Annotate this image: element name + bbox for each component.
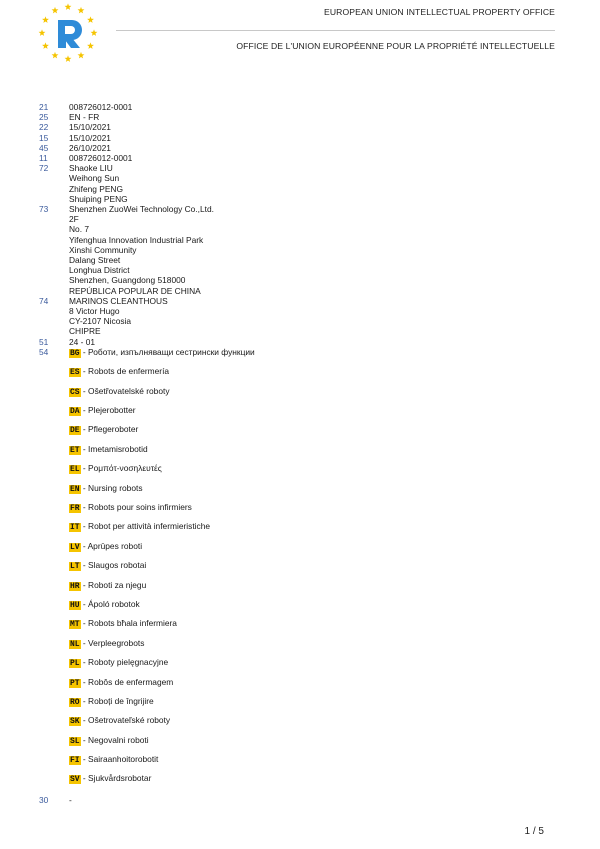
language-code-badge: MT [70, 620, 80, 630]
product-text: - Roboți de îngrijire [80, 695, 154, 706]
field-line: Xinshi Community [69, 244, 137, 255]
field-code: 74 [39, 295, 49, 306]
field-value [69, 163, 559, 204]
field-code: 54 [39, 346, 49, 357]
field-line: Shaoke LIU [69, 163, 113, 174]
field-line: EN - FR [69, 112, 100, 123]
field-code: 51 [39, 336, 49, 347]
product-text: - Pflegeroboter [80, 424, 139, 435]
field-line: 8 Victor Hugo [69, 306, 120, 317]
star-icon [42, 42, 49, 49]
product-text: - Sairaanhoitorobotit [80, 754, 159, 765]
star-icon [52, 52, 59, 59]
field-value [69, 112, 559, 122]
field-value: - [69, 794, 72, 805]
field-22 [39, 122, 559, 132]
product-item [69, 386, 559, 405]
header-divider [116, 30, 555, 31]
product-item [69, 366, 559, 385]
product-item [69, 405, 559, 424]
product-item [69, 424, 559, 443]
product-item [69, 560, 559, 579]
field-line: Yifenghua Innovation Industrial Park [69, 234, 204, 245]
product-indication-list [69, 347, 559, 793]
product-text: - Negovalni roboti [80, 734, 149, 745]
field-line: Shenzhen, Guangdong 518000 [69, 275, 186, 286]
language-code-badge: DE [70, 426, 80, 436]
office-name-fr: OFFICE DE L'UNION EUROPÉENNE POUR LA PROPRIÉTÉ INTELLECTUELLE [236, 41, 555, 51]
field-line: 15/10/2021 [69, 122, 111, 133]
field-code: 73 [39, 204, 49, 215]
language-code-badge: PT [70, 678, 80, 688]
field-line: Zhifeng PENG [69, 183, 123, 194]
product-item [69, 715, 559, 734]
field-code: 22 [39, 122, 49, 133]
language-code-badge: HU [70, 600, 80, 610]
field-54 [39, 347, 559, 793]
field-74 [39, 296, 559, 337]
field-code: 72 [39, 163, 49, 174]
product-text: - Nursing robots [80, 482, 143, 493]
field-11 [39, 153, 559, 163]
language-code-badge: LV [70, 542, 80, 552]
field-value [69, 122, 559, 132]
product-item [69, 618, 559, 637]
field-code: 21 [39, 102, 49, 112]
product-text: - Роботи, изпълняващи сестрински функции [80, 346, 255, 357]
product-text: - Ápoló robotok [80, 598, 140, 609]
field-73 [39, 204, 559, 296]
product-text: - Ošetrovateľské roboty [80, 715, 171, 726]
product-text: - Robots de enfermería [80, 366, 170, 377]
star-icon [91, 29, 98, 36]
product-item [69, 444, 559, 463]
field-value [69, 143, 559, 153]
field-line: REPÚBLICA POPULAR DE CHINA [69, 285, 201, 296]
star-icon [65, 55, 72, 62]
product-text: - Aprūpes roboti [80, 540, 143, 551]
design-fields [39, 102, 559, 805]
field-line: Weihong Sun [69, 173, 120, 184]
field-72 [39, 163, 559, 204]
field-30 [39, 795, 559, 805]
field-line: 24 - 01 [69, 336, 96, 347]
product-text: - Imetamisrobotid [80, 443, 148, 454]
field-15 [39, 133, 559, 143]
language-code-badge: RO [70, 697, 80, 707]
language-code-badge: ET [70, 445, 80, 455]
language-code-badge: SK [70, 717, 80, 727]
product-text: - Robôs de enfermagem [80, 676, 174, 687]
field-45 [39, 143, 559, 153]
language-code-badge: BG [70, 348, 80, 358]
product-item [69, 541, 559, 560]
language-code-badge: EN [70, 484, 80, 494]
language-code-badge: LT [70, 562, 80, 572]
language-code-badge: SL [70, 736, 80, 746]
field-code: 25 [39, 112, 49, 123]
star-icon [65, 3, 72, 10]
page-number: 1 / 5 [524, 826, 544, 837]
product-item [69, 521, 559, 540]
language-code-badge: DA [70, 407, 80, 417]
language-code-badge: HR [70, 581, 80, 591]
product-text: - Ρομπότ-νοσηλευτές [80, 463, 162, 474]
language-code-badge: EL [70, 465, 80, 475]
star-icon [78, 52, 85, 59]
field-line: MARINOS CLEANTHOUS [69, 295, 168, 306]
field-line: Shuiping PENG [69, 193, 128, 204]
product-text: - Robot per attività infermieristiche [80, 521, 211, 532]
field-line: CHIPRE [69, 326, 101, 337]
office-name-en: EUROPEAN UNION INTELLECTUAL PROPERTY OFFICE [324, 7, 555, 17]
field-21 [39, 102, 559, 112]
language-code-badge: FR [70, 504, 80, 513]
product-item [69, 599, 559, 618]
field-line: 008726012-0001 [69, 102, 133, 112]
field-line: 26/10/2021 [69, 142, 111, 153]
product-item [69, 483, 559, 502]
field-value [69, 153, 559, 163]
product-item [69, 735, 559, 754]
star-icon [78, 7, 85, 14]
field-25 [39, 112, 559, 122]
product-item [69, 696, 559, 715]
product-text: - Plejerobotter [80, 405, 136, 416]
field-line: Longhua District [69, 265, 130, 276]
product-text: - Slaugos robotai [80, 560, 147, 571]
field-code: 30 [39, 794, 49, 805]
product-item [69, 773, 559, 792]
field-51 [39, 337, 559, 347]
star-icon [39, 29, 46, 36]
product-text: - Roboty pielęgnacyjne [80, 657, 169, 668]
product-item [69, 347, 559, 366]
field-line: Dalang Street [69, 255, 121, 266]
field-value [69, 296, 559, 337]
product-text: - Sjukvårdsrobotar [80, 773, 152, 784]
product-text: - Verpleegrobots [80, 637, 145, 648]
product-item [69, 463, 559, 482]
language-code-badge: FI [70, 756, 80, 766]
product-text: - Roboti za njegu [80, 579, 147, 590]
euipo-logo-icon [36, 2, 100, 64]
field-code: 11 [39, 153, 48, 164]
language-code-badge: NL [70, 639, 80, 649]
language-code-badge: ES [70, 368, 80, 378]
product-item [69, 502, 559, 521]
product-item [69, 677, 559, 696]
field-value [69, 102, 559, 112]
field-line: CY-2107 Nicosia [69, 316, 132, 327]
product-text: - Ošetřovatelské roboty [80, 385, 170, 396]
language-code-badge: SV [70, 775, 80, 785]
product-text: - Robots bħala infermiera [80, 618, 177, 629]
field-line: 2F [69, 214, 79, 225]
field-line: No. 7 [69, 224, 90, 235]
language-code-badge: PL [70, 659, 80, 669]
language-code-badge: IT [70, 523, 80, 533]
product-item [69, 754, 559, 773]
field-line: 15/10/2021 [69, 132, 111, 143]
product-item [69, 580, 559, 599]
star-icon [87, 42, 94, 49]
star-icon [87, 16, 94, 23]
product-text: - Robots pour soins infirmiers [80, 502, 192, 512]
field-line: 008726012-0001 [69, 153, 133, 164]
field-code: 15 [39, 132, 49, 143]
star-icon [52, 7, 59, 14]
field-value [69, 133, 559, 143]
field-value [69, 337, 559, 347]
field-code: 45 [39, 142, 49, 153]
language-code-badge: CS [70, 387, 80, 397]
star-icon [42, 16, 49, 23]
field-value [69, 204, 559, 296]
field-line: Shenzhen ZuoWei Technology Co.,Ltd. [69, 204, 214, 215]
product-item [69, 638, 559, 657]
product-item [69, 657, 559, 676]
